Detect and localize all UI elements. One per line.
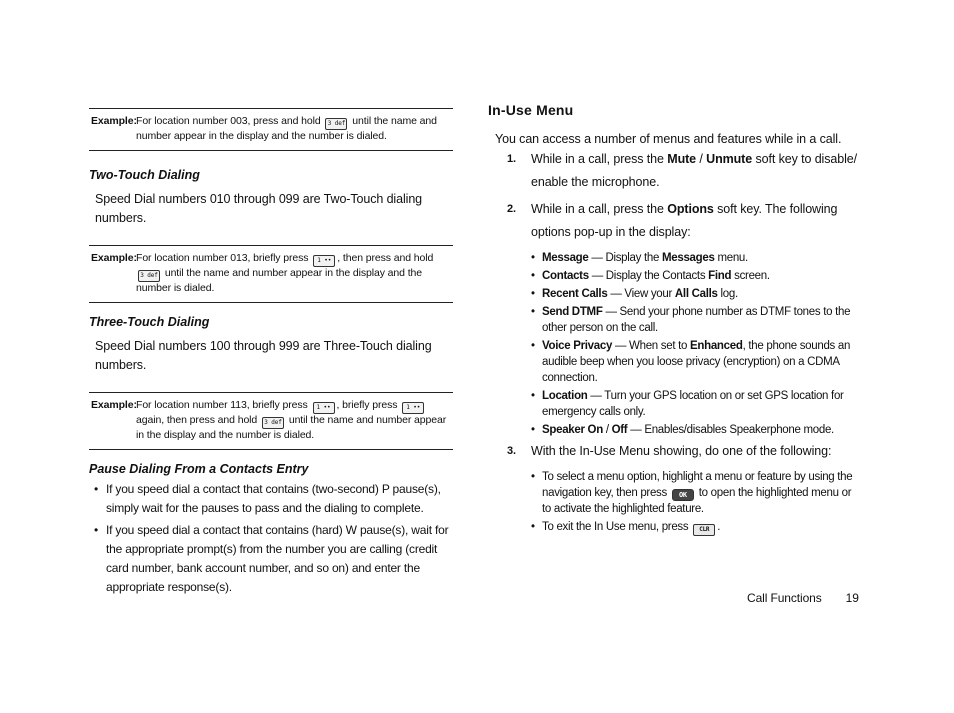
- option-term: Location: [542, 390, 588, 402]
- option-term: Off: [611, 424, 628, 436]
- example-label: Example:: [91, 115, 137, 127]
- in-use-menu-heading: In-Use Menu: [488, 102, 574, 118]
- step-number: 3.: [507, 445, 516, 457]
- unmute-term: Unmute: [706, 152, 753, 166]
- option-text: — View your: [607, 288, 675, 300]
- two-touch-heading: Two-Touch Dialing: [89, 168, 200, 182]
- step-text: With the In-Use Menu showing, do one of the following:: [531, 444, 832, 458]
- ok-key-icon: OK: [672, 489, 694, 501]
- pause-dialing-list: [89, 480, 453, 597]
- step-3-list: [488, 469, 858, 536]
- list-item: • To exit the In Use menu, press CLR .: [488, 519, 858, 536]
- example-text: [136, 252, 453, 295]
- option-text: log.: [717, 288, 738, 300]
- options-list: [488, 250, 858, 438]
- list-item: • Speaker On / Off — Enables/disables Speakerphone mode.: [531, 424, 834, 436]
- step-text: soft key to disable/ enable the microphone.: [531, 152, 857, 189]
- option-text: — Display the Contacts: [588, 270, 709, 282]
- list-item: • Send DTMF — Send your phone number as DTMF tones to the other person on the call.: [531, 306, 851, 334]
- list-item: • To select a menu option, highlight a menu or feature by using the navigation key, then press OK to open the highlighted menu or to activate the highlighted feature.: [531, 471, 853, 515]
- three-touch-body: Speed Dial numbers 100 through 999 are Three-Touch dialing numbers.: [95, 339, 432, 372]
- example-text-part: For location number 113, briefly press: [136, 399, 308, 411]
- mute-term: Mute: [667, 152, 697, 166]
- example-text-part: For location number 003, press and hold: [136, 115, 321, 127]
- option-term: Send DTMF: [542, 306, 603, 318]
- list-item: • Message — Display the Messages menu.: [531, 252, 748, 264]
- page-footer: [747, 591, 859, 605]
- example-label: Example:: [91, 252, 137, 264]
- step-number: 2.: [507, 203, 516, 215]
- example-text-part: until the name and number appear in the display and the number is dialed.: [136, 115, 437, 142]
- option-text: — When set to: [612, 340, 691, 352]
- key-1-icon: 1 ••: [313, 402, 335, 414]
- key-3-icon: 3 def: [262, 417, 284, 429]
- key-1-icon: 1 ••: [313, 255, 335, 267]
- option-term: Message: [542, 252, 589, 264]
- option-text: menu.: [714, 252, 748, 264]
- example-text-part: For location number 013, briefly press: [136, 252, 309, 264]
- list-item: • Contacts — Display the Contacts Find screen.: [531, 270, 770, 282]
- list-item: • If you speed dial a contact that contains (two-second) P pause(s), simply wait for the pauses to pass and the dialing to complete.: [94, 482, 441, 515]
- example-text-part: again, then press and hold: [136, 414, 258, 426]
- example-text-part: , then press and hold: [337, 252, 434, 264]
- list-item: • If you speed dial a contact that contains (hard) W pause(s), wait for the appropriate prompt(s) from the number you are calling (credit card number, bank account number, and so on) and enter the appropriate response(s).: [94, 523, 449, 594]
- step-text: While in a call, press the: [531, 202, 664, 216]
- example-text-part: until the name and number appear in the display and the number is dialed.: [136, 267, 423, 294]
- pause-dialing-heading: Pause Dialing From a Contacts Entry: [89, 462, 309, 476]
- option-text: screen.: [731, 270, 770, 282]
- step-number: 1.: [507, 153, 516, 165]
- option-text: — Turn your GPS location on or set GPS location for emergency calls only.: [542, 390, 844, 418]
- option-text: — Display the: [588, 252, 662, 264]
- option-bold: Enhanced: [690, 340, 743, 352]
- left-column: [89, 108, 453, 600]
- example-box-1: [89, 108, 453, 151]
- example-text: [136, 399, 453, 442]
- step-3: [488, 440, 858, 463]
- key-1-icon: 1 ••: [402, 402, 424, 414]
- example-text-part: until the name and number appear in the display and the number is dialed.: [136, 414, 447, 441]
- option-bold: Messages: [661, 252, 715, 264]
- option-text: — Enables/disables Speakerphone mode.: [627, 424, 834, 436]
- example-box-3: [89, 392, 453, 450]
- in-use-menu-intro: You can access a number of menus and features while in a call.: [495, 132, 842, 146]
- clr-key-icon: CLR: [693, 524, 715, 536]
- options-term: Options: [667, 202, 714, 216]
- example-text-part: , briefly press: [336, 399, 398, 411]
- list-item: • Voice Privacy — When set to Enhanced, the phone sounds an audible beep when you loose privacy (encryption) on a CDMA connection.: [531, 340, 851, 384]
- step-2: [488, 198, 858, 244]
- step-1: [488, 148, 858, 194]
- list-item: • Recent Calls — View your All Calls log.: [531, 288, 738, 300]
- key-3-icon: 3 def: [325, 118, 347, 130]
- list-item-text: If you speed dial a contact that contains (hard) W pause(s), wait for the appropriate prompt(s) from the number you are calling (credit card number, bank account number, and so on) and enter the appropriate response(s).: [106, 523, 449, 594]
- footer-section: Call Functions: [747, 591, 822, 605]
- list-item-text: To exit the In Use menu, press: [542, 521, 689, 533]
- step-text: soft key. The following options pop-up in the display:: [531, 202, 838, 239]
- page-number: 19: [845, 591, 859, 605]
- option-text: , the phone sounds an audible beep when you loose privacy (encryption) on a CDMA connection.: [542, 340, 851, 384]
- list-item-text: To select a menu option, highlight a menu or feature by using the navigation key, then press: [542, 471, 853, 499]
- option-text: /: [602, 424, 612, 436]
- option-bold: All Calls: [674, 288, 718, 300]
- three-touch-heading: Three-Touch Dialing: [89, 315, 210, 329]
- list-item-text: .: [717, 521, 721, 533]
- step-text: /: [696, 152, 707, 166]
- example-box-2: [89, 245, 453, 303]
- option-bold: Find: [708, 270, 732, 282]
- option-term: Recent Calls: [542, 288, 608, 300]
- key-3-icon: 3 def: [138, 270, 160, 282]
- option-term: Speaker On: [542, 424, 603, 436]
- list-item: • Location — Turn your GPS location on or set GPS location for emergency calls only.: [531, 390, 844, 418]
- list-item-text: If you speed dial a contact that contains (two-second) P pause(s), simply wait for the pauses to pass and the dialing to complete.: [106, 482, 441, 515]
- example-label: Example:: [91, 399, 137, 411]
- example-text: [136, 115, 453, 143]
- option-term: Voice Privacy: [542, 340, 613, 352]
- step-text: While in a call, press the: [531, 152, 664, 166]
- right-column: [488, 102, 858, 538]
- option-term: Contacts: [542, 270, 589, 282]
- list-item-text: to open the highlighted menu or to activate the highlighted feature.: [542, 487, 852, 515]
- option-text: — Send your phone number as DTMF tones to the other person on the call.: [542, 306, 851, 334]
- two-touch-body: Speed Dial numbers 010 through 099 are Two-Touch dialing numbers.: [95, 192, 423, 225]
